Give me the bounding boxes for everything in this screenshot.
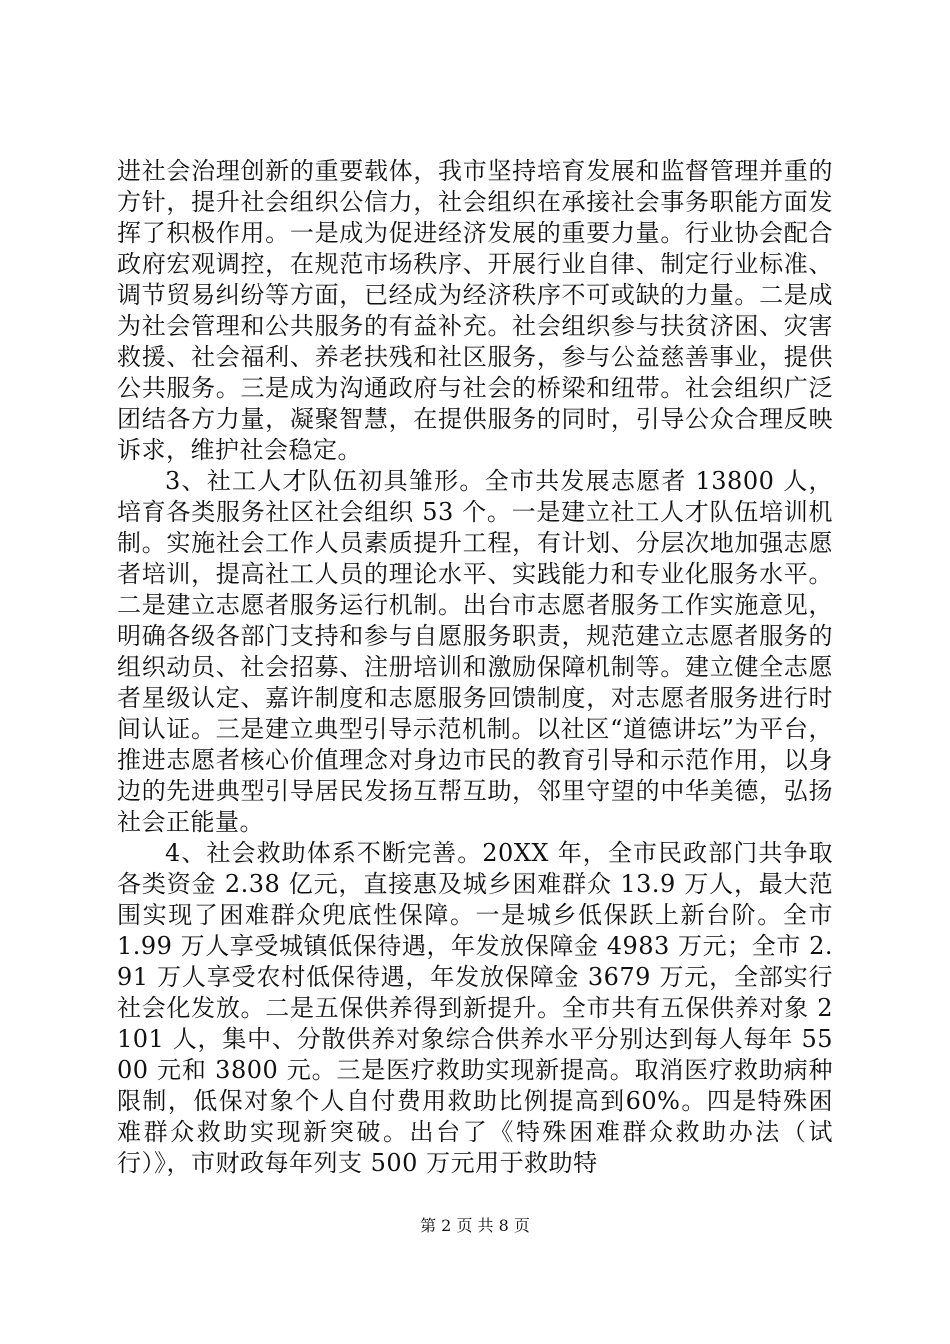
paragraph-social-organizations: 进社会治理创新的重要载体，我市坚持培育发展和监督管理并重的方针，提升社会组织公信力，社会组织在承接社会事务职能方面发挥了积极作用。一是成为促进经济发展的重要力量。行业协会配合政府宏观调控，在规范市场秩序、开展行业自律、制定行业标准、调节贸易纠纷等方面，已经成为经济秩序不可或缺的力量。二是成为社会管理和公共服务的有益补充。社会组织参与扶贫济困、灾害救援、社会福利、养老扶残和社区服务，参与公益慈善事业，提供公共服务。三是成为沟通政府与社会的桥梁和纽带。社会组织广泛团结各方力量，凝聚智慧，在提供服务的同时，引导公众合理反映诉求，维护社会稳定。: [117, 157, 833, 464]
page-footer: 第 2 页 共 8 页: [420, 1216, 530, 1235]
paragraph-social-assistance: 4、社会救助体系不断完善。20XX 年，全市民政部门共争取各类资金 2.38 亿元，直接惠及城乡困难群众 13.9 万人，最大范围实现了困难群众兜底性保障。一是城乡低保跃上新台阶。全市 1.99 万人享受城镇低保待遇，年发放保障金 4983 万元；全市 2.91 万人享受农村低保待遇，年发放保障金 3679 万元，全部实行社会化发放。二是五保供养得到新提升。全市共有五保供养对象 2101 人，集中、分散供养对象综合供养水平分别达到每人每年 5500 元和 3800 元。三是医疗救助实现新提高。取消医疗救助病种限制，低保对象个人自付费用救助比例提高到60%。四是特殊困难群众救助实现新突破。出台了《特殊困难群众救助办法（试行）》，市财政每年列支 500 万元用于救助特: [117, 839, 833, 1177]
paragraph-social-workers: 3、社工人才队伍初具雏形。全市共发展志愿者 13800 人，培育各类服务社区社会组织 53 个。一是建立社工人才队伍培训机制。实施社会工作人员素质提升工程，有计划、分层次地加强志愿者培训，提高社工人员的理论水平、实践能力和专业化服务水平。二是建立志愿者服务运行机制。出台市志愿者服务工作实施意见，明确各级各部门支持和参与自愿服务职责，规范建立志愿者服务的组织动员、社会招募、注册培训和激励保障机制等。建立健全志愿者星级认定、嘉许制度和志愿服务回馈制度，对志愿者服务进行时间认证。三是建立典型引导示范机制。以社区“道德讲坛”为平台，推进志愿者核心价值理念对身边市民的教育引导和示范作用，以身边的先进典型引导居民发扬互帮互助，邻里守望的中华美德，弘扬社会正能量。: [117, 467, 833, 836]
body-text: [117, 156, 833, 1179]
